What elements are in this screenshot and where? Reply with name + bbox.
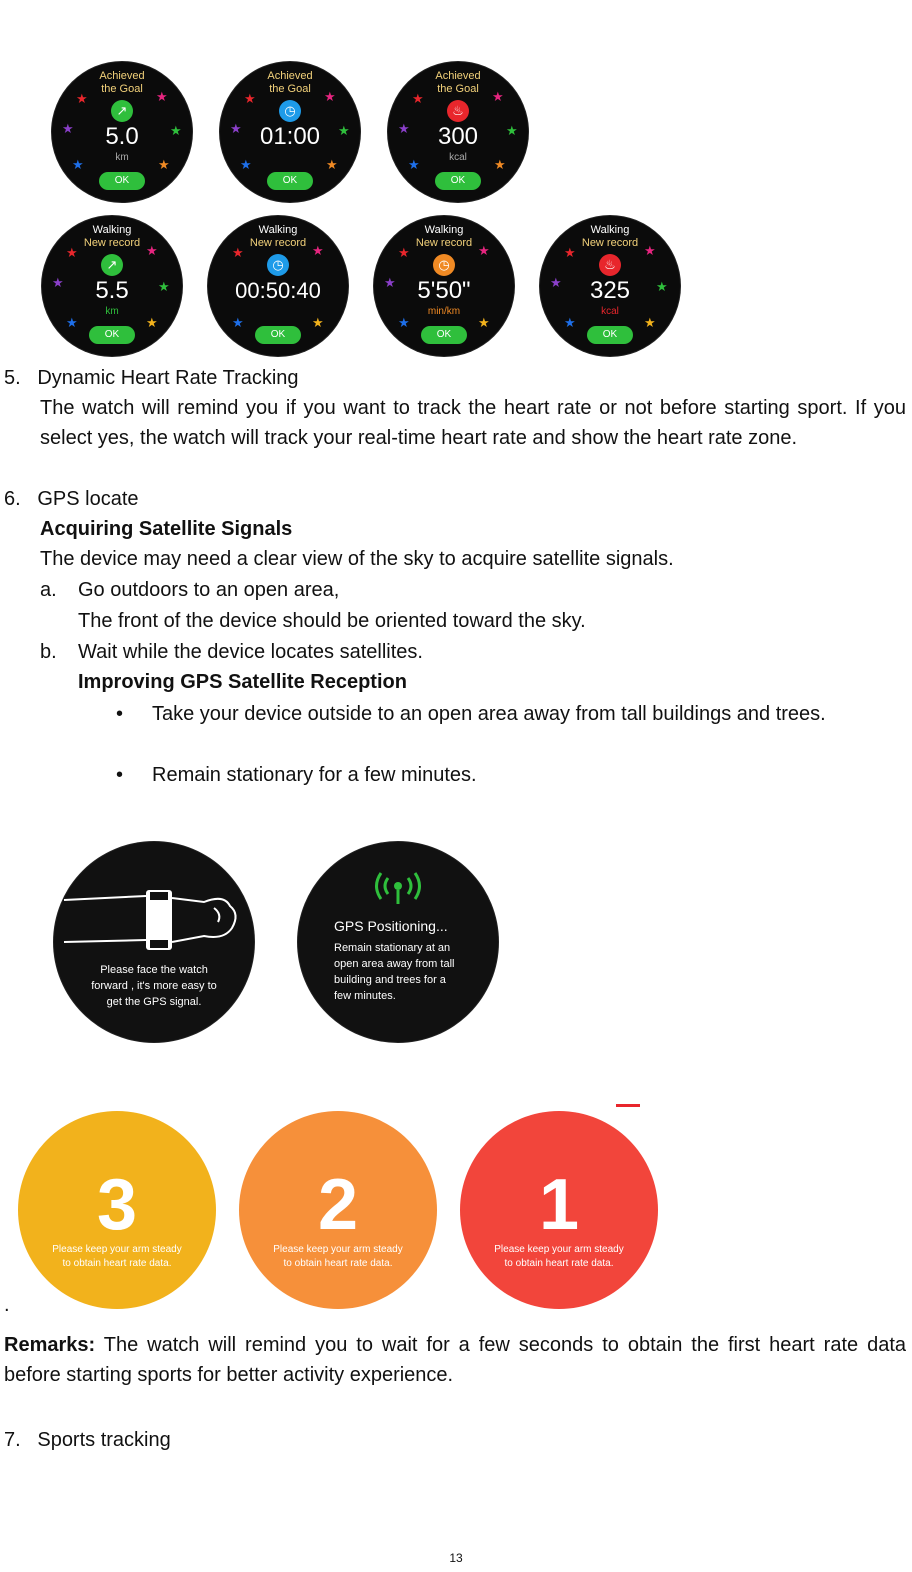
star-icon: ★ xyxy=(62,121,74,136)
pace-icon: ◷ xyxy=(433,254,455,276)
star-icon: ★ xyxy=(66,315,78,330)
flame-icon: ♨ xyxy=(599,254,621,276)
gps-positioning-text: Remain stationary at an open area away from tall building and trees for a few minutes. xyxy=(334,942,455,1002)
bullet-item: Take your device outside to an open area away from tall buildings and trees. xyxy=(152,703,826,725)
gps-signal-icon xyxy=(368,870,428,910)
star-icon: ★ xyxy=(644,315,656,330)
countdown-screen-1 xyxy=(460,1111,658,1309)
ok-button: OK xyxy=(421,326,467,344)
flame-icon: ♨ xyxy=(447,100,469,122)
watch-face-calorie-goal xyxy=(388,62,528,202)
section-6-intro: The device may need a clear view of the sky to acquire satellite signals. xyxy=(40,548,674,570)
star-icon: ★ xyxy=(478,243,490,258)
red-marker xyxy=(616,1104,640,1107)
gps-face-forward-text: Please face the watch forward , it's more easy to get the GPS signal. xyxy=(91,964,217,1008)
star-icon: ★ xyxy=(408,157,420,172)
watch-unit: kcal xyxy=(601,306,619,317)
watch-unit: km xyxy=(105,306,119,317)
ok-button: OK xyxy=(435,172,481,190)
ok-button: OK xyxy=(587,326,633,344)
star-icon: ★ xyxy=(170,123,182,138)
watch-heading: Walking New record xyxy=(581,224,639,249)
wrist-illustration xyxy=(54,862,254,972)
star-icon: ★ xyxy=(52,275,64,290)
star-icon: ★ xyxy=(478,315,490,330)
watch-heading: Achieved the Goal xyxy=(435,70,481,95)
star-icon: ★ xyxy=(398,121,410,136)
ok-button: OK xyxy=(255,326,301,344)
stopwatch-icon: ◷ xyxy=(279,100,301,122)
star-icon: ★ xyxy=(326,157,338,172)
improving-gps-heading: Improving GPS Satellite Reception xyxy=(78,671,407,693)
remarks-paragraph xyxy=(4,1330,906,1390)
star-icon: ★ xyxy=(312,315,324,330)
remarks-text: The watch will remind you to wait for a few seconds to obtain the first heart rate data before starting sports for better activity experience. xyxy=(4,1334,906,1386)
watch-face-time-goal xyxy=(220,62,360,202)
star-icon: ★ xyxy=(550,275,562,290)
star-icon: ★ xyxy=(324,89,336,104)
countdown-number: 1 xyxy=(538,1165,580,1245)
gps-positioning-title: GPS Positioning... xyxy=(334,918,448,934)
watch-face-duration-record xyxy=(208,216,348,356)
item-a-line1: Go outdoors to an open area, xyxy=(78,579,340,601)
ok-button: OK xyxy=(267,172,313,190)
star-icon: ★ xyxy=(146,243,158,258)
star-icon: ★ xyxy=(384,275,396,290)
walking-icon: ↗ xyxy=(101,254,123,276)
star-icon: ★ xyxy=(312,243,324,258)
walking-icon: ↗ xyxy=(111,100,133,122)
watch-heading: Walking New record xyxy=(415,224,473,249)
watch-value: 5.0 xyxy=(105,123,139,150)
star-icon: ★ xyxy=(494,157,506,172)
section-5-body: The watch will remind you if you want to track the heart rate or not before starting sport. If you select yes, the watch will track your real-time heart rate and show the heart rate zone. xyxy=(40,397,906,449)
star-icon: ★ xyxy=(158,279,170,294)
countdown-number: 3 xyxy=(96,1165,138,1245)
section-5-title: 5. Dynamic Heart Rate Tracking xyxy=(4,367,299,389)
watch-face-calorie-record xyxy=(540,216,680,356)
watch-face-pace-record xyxy=(374,216,514,356)
watch-value: 00:50:40 xyxy=(235,278,321,303)
gps-face-forward-screen xyxy=(54,842,254,1042)
bullet-dot-icon: • xyxy=(116,764,124,786)
watch-value: 325 xyxy=(589,277,631,304)
countdown-screen-3 xyxy=(18,1111,216,1309)
watch-value: 5'50" xyxy=(417,277,471,304)
star-icon: ★ xyxy=(232,315,244,330)
item-a-line2: The front of the device should be oriented toward the sky. xyxy=(78,610,586,632)
star-icon: ★ xyxy=(398,245,410,260)
star-icon: ★ xyxy=(232,245,244,260)
watch-face-distance-record xyxy=(42,216,182,356)
countdown-message: Please keep your arm steady to obtain heart rate data. xyxy=(52,1244,182,1269)
star-icon: ★ xyxy=(156,89,168,104)
star-icon: ★ xyxy=(72,157,84,172)
section-6-title: 6. GPS locate xyxy=(4,488,139,510)
star-icon: ★ xyxy=(146,315,158,330)
star-icon: ★ xyxy=(158,157,170,172)
item-a-label: a. xyxy=(40,579,57,601)
bullet-dot-icon: • xyxy=(116,703,124,725)
watch-value: 300 xyxy=(437,123,479,150)
star-icon: ★ xyxy=(338,123,350,138)
stray-dot: . xyxy=(4,1294,10,1316)
acquiring-satellite-heading: Acquiring Satellite Signals xyxy=(40,518,293,540)
watch-heading: Achieved the Goal xyxy=(99,70,145,95)
star-icon: ★ xyxy=(76,91,88,106)
item-b-line1: Wait while the device locates satellites. xyxy=(78,641,423,663)
star-icon: ★ xyxy=(412,91,424,106)
watch-unit: kcal xyxy=(449,152,467,163)
star-icon: ★ xyxy=(230,121,242,136)
remarks-label: Remarks: xyxy=(4,1334,96,1356)
watch-face-distance-goal xyxy=(52,62,192,202)
watch-heading: Walking New record xyxy=(249,224,307,249)
item-b-label: b. xyxy=(40,641,57,663)
star-icon: ★ xyxy=(564,315,576,330)
star-icon: ★ xyxy=(564,245,576,260)
section-7-title: 7. Sports tracking xyxy=(4,1429,171,1451)
ok-button: OK xyxy=(99,172,145,190)
ok-button: OK xyxy=(89,326,135,344)
watch-heading: Walking New record xyxy=(83,224,141,249)
star-icon: ★ xyxy=(656,279,668,294)
countdown-message: Please keep your arm steady to obtain heart rate data. xyxy=(494,1244,624,1269)
watch-value: 01:00 xyxy=(259,123,321,150)
star-icon: ★ xyxy=(66,245,78,260)
bullet-item: Remain stationary for a few minutes. xyxy=(152,764,477,786)
countdown-message: Please keep your arm steady to obtain heart rate data. xyxy=(273,1244,403,1269)
watch-value: 5.5 xyxy=(95,277,129,304)
page-number: 13 xyxy=(449,1551,463,1565)
watch-heading: Achieved the Goal xyxy=(267,70,313,95)
watch-unit: min/km xyxy=(427,306,461,317)
star-icon: ★ xyxy=(506,123,518,138)
watch-unit: km xyxy=(115,152,129,163)
stopwatch-icon: ◷ xyxy=(267,254,289,276)
star-icon: ★ xyxy=(244,91,256,106)
gps-positioning-screen xyxy=(298,842,498,1042)
countdown-screen-2 xyxy=(239,1111,437,1309)
countdown-number: 2 xyxy=(317,1165,359,1245)
star-icon: ★ xyxy=(240,157,252,172)
star-icon: ★ xyxy=(644,243,656,258)
star-icon: ★ xyxy=(492,89,504,104)
star-icon: ★ xyxy=(398,315,410,330)
